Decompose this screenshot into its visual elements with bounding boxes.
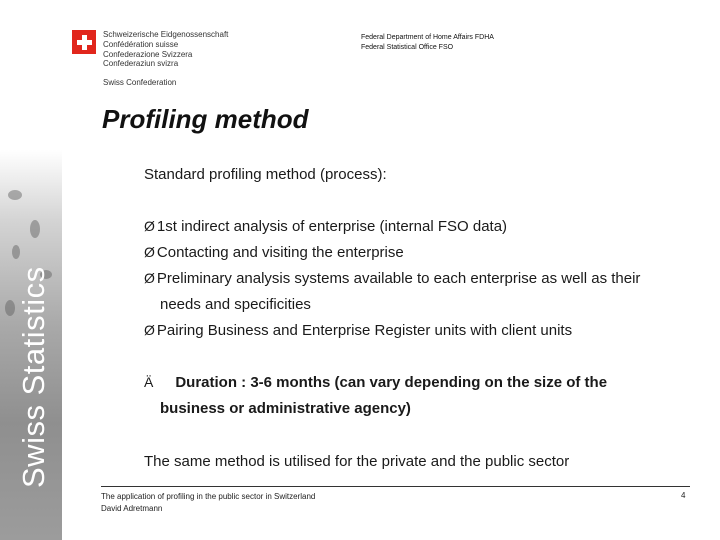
intro-text: Standard profiling method (process):: [144, 166, 387, 183]
photo-figure: [5, 300, 15, 316]
bullet-text: Pairing Business and Enterprise Register units with client units: [156, 322, 573, 339]
department-name: Federal Department of Home Affairs FDHA: [361, 34, 494, 41]
confederation-line: Confederaziun svizra: [103, 59, 179, 69]
footer-divider: [101, 486, 690, 487]
footer-text: [101, 491, 315, 515]
photo-figure: [30, 220, 40, 238]
bullet-text: Contacting and visiting the enterprise: [156, 244, 404, 261]
arrow-bullet-icon: Ø: [144, 270, 155, 286]
arrow-bullet-icon: Ø: [144, 244, 155, 260]
duration-text: Duration : 3-6 months (can vary depending on the size of the: [175, 374, 608, 391]
closing-text: The same method is utilised for the private and the public sector: [144, 453, 570, 470]
confederation-line: Confederazione Svizzera: [103, 49, 193, 59]
bullet-item: [144, 218, 507, 235]
confederation-line: Schweizerische Eidgenossenschaft: [103, 30, 229, 39]
bullet-continuation: needs and specificities: [160, 296, 311, 313]
slide-title: Profiling method: [102, 104, 309, 134]
duration-continuation: business or administrative agency): [160, 400, 411, 417]
confederation-text: [103, 30, 228, 88]
confederation-short: Swiss Confederation: [103, 78, 177, 88]
arrow-bullet-icon: Ø: [144, 218, 155, 234]
arrow-bullet-icon: Ø: [144, 322, 155, 338]
footer-author: David Adretmann: [101, 504, 163, 513]
photo-figure: [12, 245, 20, 259]
photo-figure: [8, 190, 22, 200]
bullet-item: [144, 322, 572, 339]
bullet-text: 1st indirect analysis of enterprise (internal FSO data): [156, 218, 508, 235]
bullet-item: [144, 270, 640, 287]
bullet-item: [144, 244, 404, 261]
bullet-text: Preliminary analysis systems available to each enterprise as well as their: [156, 270, 641, 287]
duration-bullet-icon: Ä: [144, 374, 154, 390]
sidebar-title: Swiss Statistics: [16, 266, 51, 488]
department-text: [361, 33, 494, 53]
office-name: Federal Statistical Office FSO: [361, 44, 454, 51]
duration-line: [144, 374, 607, 391]
swiss-cross-logo: [72, 30, 96, 54]
page-number: 4: [681, 491, 686, 500]
confederation-line: Confédération suisse: [103, 39, 179, 49]
footer-title: The application of profiling in the public sector in Switzerland: [101, 492, 316, 501]
